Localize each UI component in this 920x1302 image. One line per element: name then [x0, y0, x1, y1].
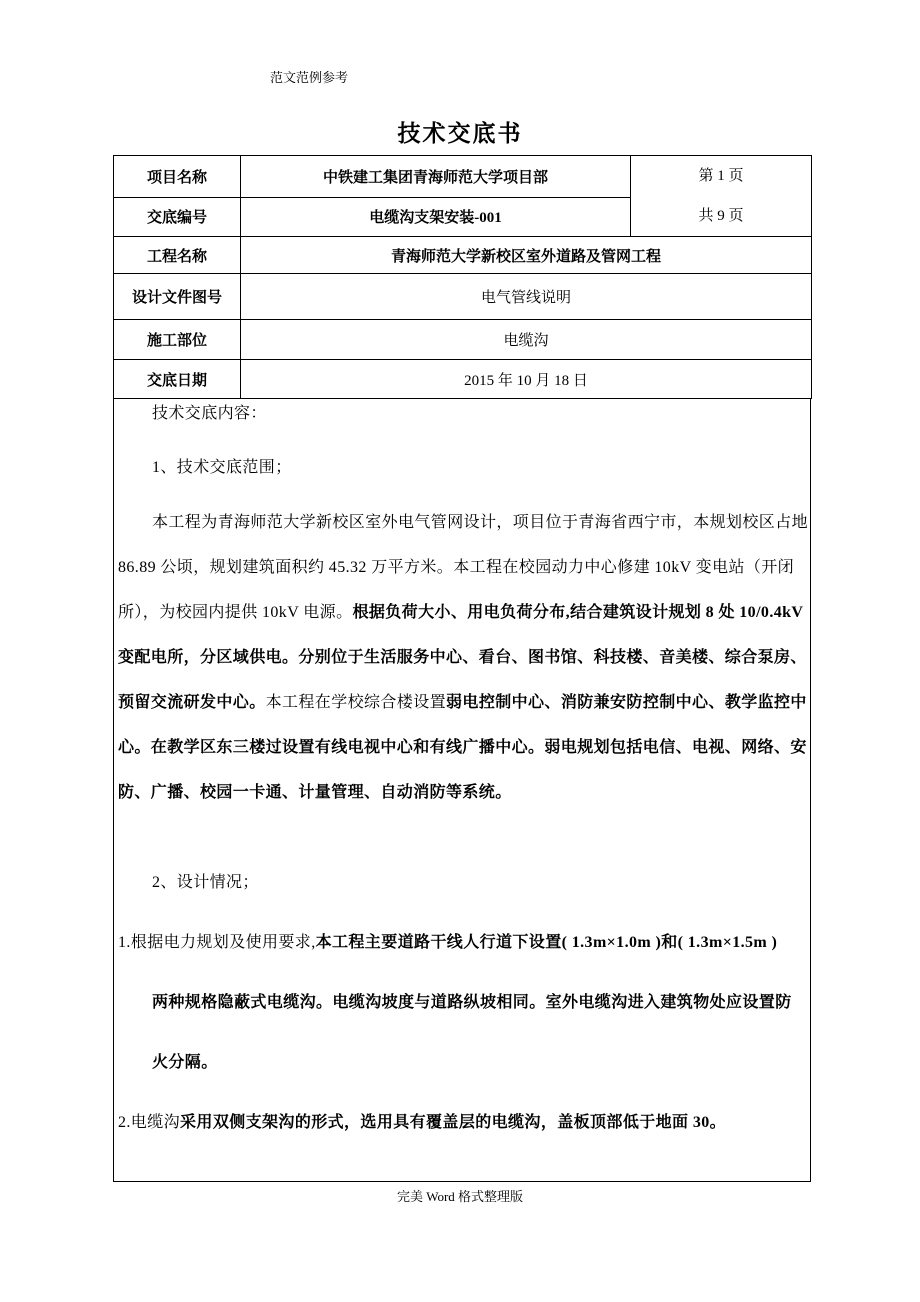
table-row	[114, 156, 812, 198]
text-segment: 1.根据电力规划及使用要求,	[118, 934, 316, 951]
text-segment: 防、广播、校园一卡通、计量管理、自动消防等系统。	[118, 784, 512, 801]
text-segment: 采用双侧支架沟的形式，选用具有覆盖层的电缆沟，盖板顶部低于地面 30。	[180, 1114, 727, 1131]
page-number-total: 共 9 页	[698, 208, 744, 224]
table-row	[114, 274, 812, 320]
document-body-frame	[113, 155, 811, 1182]
body-line	[118, 873, 806, 893]
text-segment: 所），为校园内提供 10kV 电源。	[118, 604, 353, 621]
body-line	[118, 603, 806, 623]
cell-value-construction-part: 电缆沟	[241, 320, 812, 360]
table-row	[114, 320, 812, 360]
cell-value-design-doc-number: 电气管线说明	[241, 274, 812, 320]
text-segment: 1、技术交底范围；	[152, 459, 292, 476]
text-segment: 2、设计情况；	[152, 874, 259, 891]
body-line	[118, 783, 806, 803]
text-segment: 变配电所，分区域供电。分别位于生活服务中心、看台、图书馆、科技楼、音美楼、综合泵房、	[118, 649, 807, 666]
text-segment: 根据负荷大小、用电负荷分布,结合建筑设计规划 8 处 10/0.4kV	[352, 604, 804, 621]
text-segment: 2.电缆沟	[118, 1114, 181, 1131]
cell-label-disclosure-number: 交底编号	[114, 197, 241, 237]
cell-label-project-name: 项目名称	[114, 156, 241, 198]
page-number-current: 第 1 页	[698, 168, 744, 184]
cell-label-design-doc-number: 设计文件图号	[114, 274, 241, 320]
text-segment: 技术交底内容：	[152, 405, 267, 422]
body-line	[118, 1113, 806, 1133]
text-segment: 本工程为青海师范大学新校区室外电气管网设计，项目位于青海省西宁市，本规划校区占地	[152, 514, 809, 531]
body-line	[118, 558, 806, 578]
text-segment: 本工程在学校综合楼设置	[265, 694, 447, 711]
body-line	[118, 933, 806, 953]
body-line	[118, 993, 806, 1013]
page-title: 技术交底书	[397, 121, 523, 146]
text-segment: 心。在教学区东三楼过设置有线电视中心和有线广播中心。弱电规划包括电信、电视、网络、安	[118, 739, 807, 756]
header-reference-note: 范文范例参考	[270, 70, 349, 85]
cell-label-construction-part: 施工部位	[114, 320, 241, 360]
body-line	[118, 648, 806, 668]
cell-value-disclosure-number: 电缆沟支架安装-001	[241, 197, 631, 237]
text-segment: 两种规格隐蔽式电缆沟。电缆沟坡度与道路纵坡相同。室外电缆沟进入建筑物处应设置防	[152, 994, 792, 1011]
body-line	[118, 458, 806, 478]
text-segment: 86.89 公顷，规划建筑面积约 45.32 万平方米。本工程在校园动力中心修建 10kV 变电站（开闭	[118, 559, 795, 576]
body-line	[118, 513, 809, 533]
footer-note: 完美 Word 格式整理版	[396, 1189, 524, 1204]
text-segment: 火分隔。	[152, 1054, 218, 1071]
cell-label-disclosure-date: 交底日期	[114, 360, 241, 399]
body-line	[118, 404, 806, 424]
text-segment: 预留交流研发中心。	[118, 694, 266, 711]
cell-value-disclosure-date: 2015 年 10 月 18 日	[241, 360, 812, 399]
text-segment: 弱电控制中心、消防兼安防控制中心、教学监控中	[446, 694, 807, 711]
body-line	[118, 738, 806, 758]
cell-label-engineering-name: 工程名称	[114, 237, 241, 274]
table-row	[114, 360, 812, 399]
info-table	[113, 155, 812, 399]
cell-value-project-name: 中铁建工集团青海师范大学项目部	[241, 156, 631, 198]
cell-page-info	[631, 156, 812, 237]
body-line	[118, 1053, 806, 1073]
cell-value-engineering-name: 青海师范大学新校区室外道路及管网工程	[241, 237, 812, 274]
table-row	[114, 237, 812, 274]
content-area	[113, 399, 811, 1182]
text-segment: 本工程主要道路干线人行道下设置( 1.3m×1.0m )和( 1.3m×1.5m )	[315, 934, 778, 951]
body-line	[118, 693, 806, 713]
